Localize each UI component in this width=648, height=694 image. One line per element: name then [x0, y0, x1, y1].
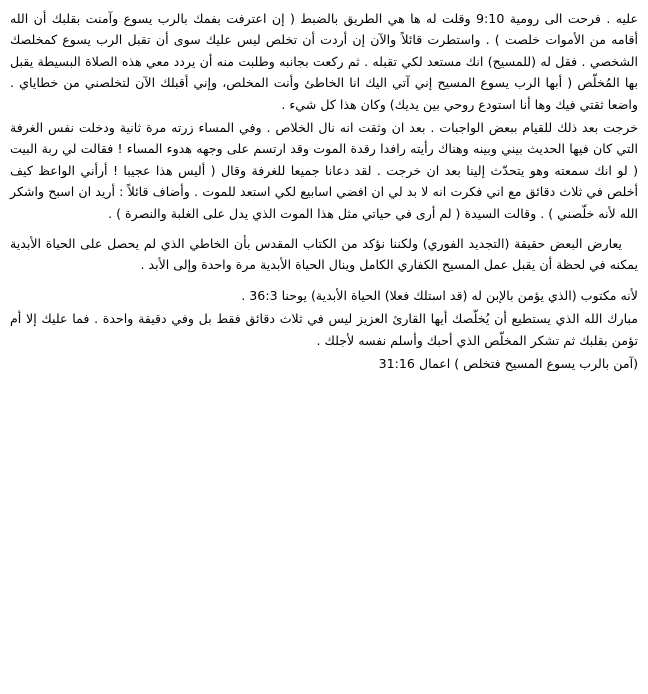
- paragraph-3: يعارض البعض حقيقة (التجديد الفوري) ولكننا نؤكد من الكتاب المقدس بأن الخاطي الذي لم يحصل على الحياة الأبدية يمكنه في لحظة أن يقبل عمل المسيح الكفاري الكامل وينال الحياة الأبدية مرة واحدة وإلى الأبد .: [10, 236, 638, 273]
- paragraph-2: خرجت بعد ذلك للقيام ببعض الواجبات . بعد ان وثقت انه نال الخلاص . وفي المساء زرته مرة ثانية ودخلت نفس الغرفة التي كان فيها الحديث بيني وبينه وهناك رأيته رافدا رقدة الموت وقد ارتسم على وجهه هدوء المساء ! فقالت لي ربة البيت ( لو انك سمعته وهو يتحدّث إلينا بعد ان خرجت . لقد دعانا جميعا للغرفة وقال ( أليس هذا عجيبا ! أرأني الواعظ كيف أخلص في ثلاث دقائق مع اني فكرت انه لا بد لي ان افضي اسابيع لكي استعد للموت . وأضاف قائلاً : أريد ان اسبح واشكر الله لأنه خلّصني ) . وقالت السيدة ( لم أرى في حياتي مثل هذا الموت الذي يدل على الغلبة والنصرة ) .: [10, 120, 638, 221]
- paragraph-4: لأنه مكتوب (الذي يؤمن بالإبن له (قد استلك فعلا) الحياة الأبدية) يوحنا 36:3 .: [241, 287, 638, 303]
- paragraph-5: مبارك الله الذي يستطيع أن يُخلّصك أيها القارئ العزيز ليس في ثلاث دقائق فقط بل وفي دقيقة واحدة . فما عليك إلا أم تؤمن بقلبك ثم تشكر المخلّص الذي أحبك وأسلم نفسه لأجلك .: [10, 311, 638, 348]
- paragraph-6: (آمن بالرب يسوع المسيح فتخلص ) اعمال 31:16: [378, 356, 638, 372]
- paragraph-1: عليه . فرحت الى رومية 9:10 وقلت له ها هي الطريق بالضبط ( إن اعترفت بفمك بالرب يسوع وآمنت بقلبك أن الله أقامه من الأموات خلصت ) . واستطرت قائلاً والآن إن أردت أن تخلص ليس عليك سوى أن تقبل الرب يسوع كمخلصك الشخصي . فقل له (للمسيح) انك مستعد لكي تقبله . ثم ركعت بجانبه وطلبت منه أن يردد معي هذه الصلاة البسيطة يقبل بها المُخلّص ( أبها الرب يسوع المسيح إني آتي اليك انا الخاطئ وأنت المخلص، وإني أقبلك الآن لتخلصني من خطاياي . واضعا ثقتي فيك وها أنا استودع روحي بين يديك) وكان هذا كل شيء .: [10, 11, 638, 112]
